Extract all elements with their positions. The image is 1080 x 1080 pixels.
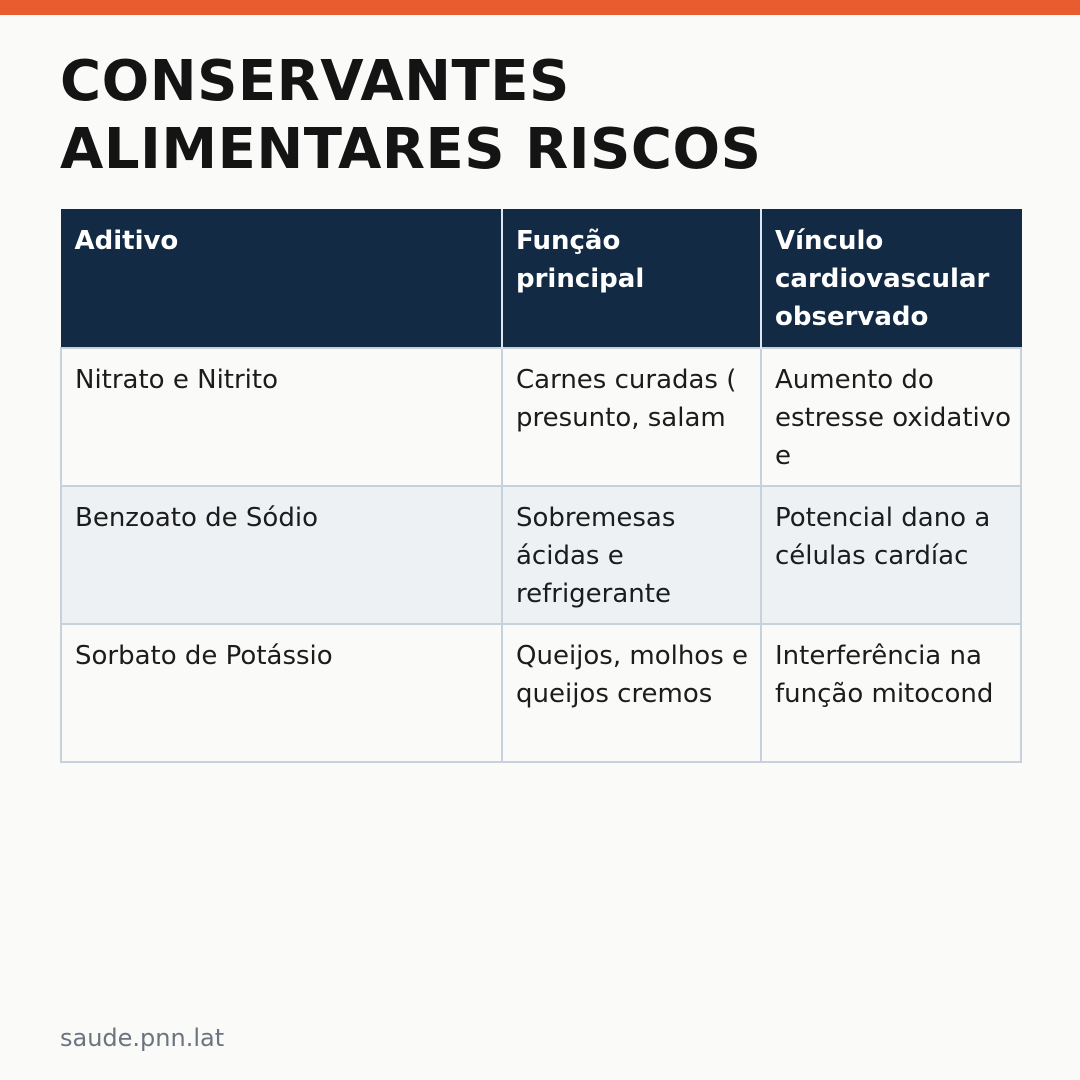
table-row — [61, 624, 1021, 762]
cell-funcao: Sobremesas ácidas e refrigerante — [502, 486, 761, 624]
cell-aditivo: Nitrato e Nitrito — [61, 348, 502, 486]
cell-aditivo: Sorbato de Potássio — [61, 624, 502, 762]
additives-table — [60, 209, 1022, 763]
cell-vinculo: Interferência na função mitocond — [761, 624, 1021, 762]
cell-vinculo: Aumento do estresse oxidativo e — [761, 348, 1021, 486]
top-accent-bar — [0, 0, 1080, 15]
table-row — [61, 348, 1021, 486]
header-vinculo-cardiovascular: Vínculo cardiovascular observado — [761, 210, 1021, 348]
page-title-line-1: CONSERVANTES — [60, 49, 570, 114]
header-funcao-principal: Função principal — [502, 210, 761, 348]
table-header-row — [61, 210, 1021, 348]
footer-site-url: saude.pnn.lat — [60, 1024, 225, 1052]
header-aditivo: Aditivo — [61, 210, 502, 348]
page-title — [60, 48, 1020, 184]
page-title-line-2: ALIMENTARES RISCOS — [60, 117, 762, 182]
cell-vinculo: Potencial dano a células cardíac — [761, 486, 1021, 624]
cell-funcao: Queijos, molhos e queijos cremos — [502, 624, 761, 762]
table-row — [61, 486, 1021, 624]
cell-aditivo: Benzoato de Sódio — [61, 486, 502, 624]
cell-funcao: Carnes curadas ( presunto, salam — [502, 348, 761, 486]
